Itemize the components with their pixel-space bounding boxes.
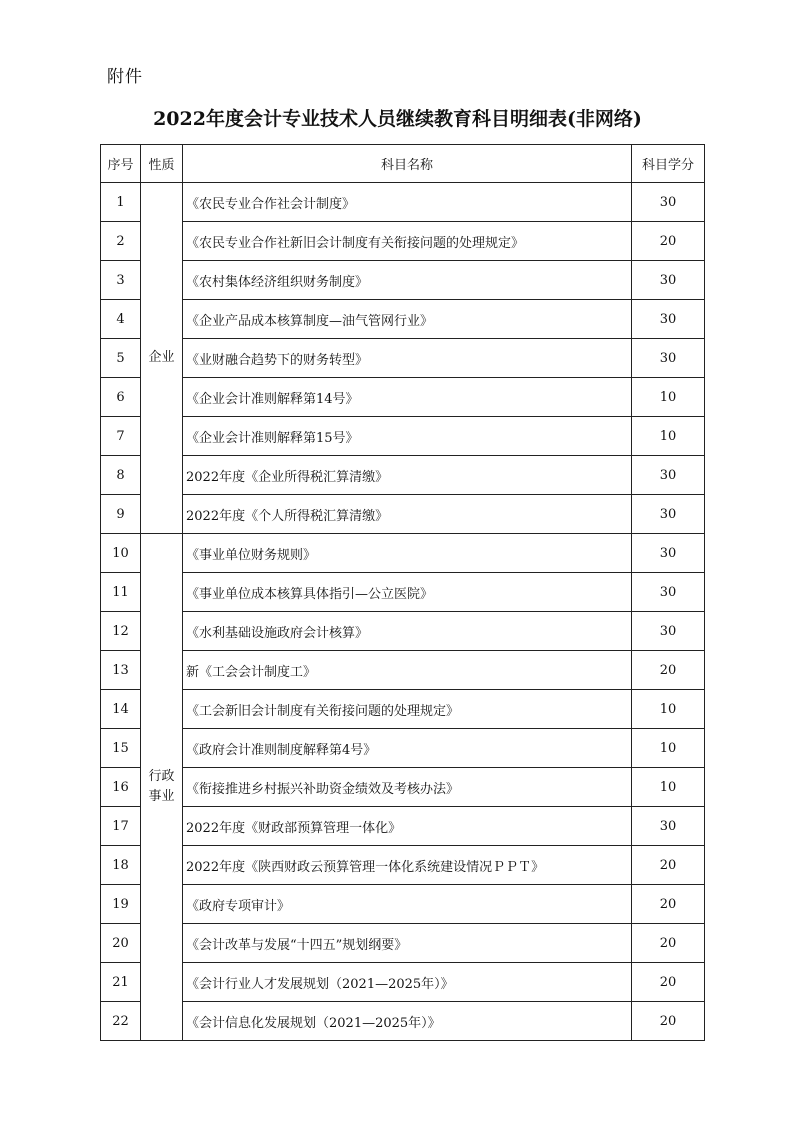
course-credit: 10 bbox=[632, 417, 705, 456]
row-number: 10 bbox=[101, 534, 141, 573]
row-number: 20 bbox=[101, 924, 141, 963]
course-credit: 20 bbox=[632, 1002, 705, 1041]
group-admin bbox=[141, 534, 183, 1041]
group-admin-label-line2: 事业 bbox=[148, 789, 175, 804]
course-credit: 30 bbox=[632, 534, 705, 573]
group-enterprise bbox=[141, 183, 183, 534]
course-name: 《政府会计准则制度解释第4号》 bbox=[183, 729, 632, 768]
row-number: 7 bbox=[101, 417, 141, 456]
table-row bbox=[101, 651, 705, 690]
course-name: 《会计行业人才发展规划（2021—2025年）》 bbox=[183, 963, 632, 1002]
course-credit: 30 bbox=[632, 261, 705, 300]
course-credit: 20 bbox=[632, 885, 705, 924]
course-credit: 10 bbox=[632, 378, 705, 417]
course-credit: 30 bbox=[632, 339, 705, 378]
row-number: 15 bbox=[101, 729, 141, 768]
course-name: 《会计改革与发展“十四五”规划纲要》 bbox=[183, 924, 632, 963]
course-name: 《事业单位成本核算具体指引—公立医院》 bbox=[183, 573, 632, 612]
course-credit: 10 bbox=[632, 690, 705, 729]
row-number: 3 bbox=[101, 261, 141, 300]
table-row bbox=[101, 417, 705, 456]
table-row bbox=[101, 456, 705, 495]
course-name: 《企业会计准则解释第14号》 bbox=[183, 378, 632, 417]
course-credit: 30 bbox=[632, 573, 705, 612]
column-header-type: 性质 bbox=[141, 145, 183, 183]
course-name: 《事业单位财务规则》 bbox=[183, 534, 632, 573]
row-number: 19 bbox=[101, 885, 141, 924]
course-credit: 10 bbox=[632, 729, 705, 768]
course-name: 新《工会会计制度工》 bbox=[183, 651, 632, 690]
column-header-no: 序号 bbox=[101, 145, 141, 183]
course-credit: 30 bbox=[632, 183, 705, 222]
course-credit: 20 bbox=[632, 924, 705, 963]
table-row bbox=[101, 300, 705, 339]
table-row bbox=[101, 573, 705, 612]
course-name: 《企业会计准则解释第15号》 bbox=[183, 417, 632, 456]
row-number: 22 bbox=[101, 1002, 141, 1041]
course-credit: 30 bbox=[632, 612, 705, 651]
course-name: 《工会新旧会计制度有关衔接问题的处理规定》 bbox=[183, 690, 632, 729]
table-row bbox=[101, 924, 705, 963]
table-row bbox=[101, 690, 705, 729]
attachment-label: 附件 bbox=[107, 67, 143, 87]
table-row bbox=[101, 183, 705, 222]
course-name: 2022年度《企业所得税汇算清缴》 bbox=[183, 456, 632, 495]
table-row bbox=[101, 495, 705, 534]
table-row bbox=[101, 534, 705, 573]
course-name: 《农民专业合作社新旧会计制度有关衔接问题的处理规定》 bbox=[183, 222, 632, 261]
column-header-credit: 科目学分 bbox=[632, 145, 705, 183]
table-row bbox=[101, 768, 705, 807]
course-table bbox=[100, 144, 705, 1041]
group-enterprise-label: 企业 bbox=[148, 350, 175, 365]
table-row bbox=[101, 1002, 705, 1041]
course-name: 《企业产品成本核算制度—油气管网行业》 bbox=[183, 300, 632, 339]
row-number: 2 bbox=[101, 222, 141, 261]
table-row bbox=[101, 339, 705, 378]
row-number: 9 bbox=[101, 495, 141, 534]
row-number: 5 bbox=[101, 339, 141, 378]
course-name: 《衔接推进乡村振兴补助资金绩效及考核办法》 bbox=[183, 768, 632, 807]
course-credit: 20 bbox=[632, 222, 705, 261]
table-row bbox=[101, 612, 705, 651]
row-number: 18 bbox=[101, 846, 141, 885]
table-row bbox=[101, 222, 705, 261]
course-credit: 30 bbox=[632, 807, 705, 846]
row-number: 16 bbox=[101, 768, 141, 807]
course-name: 《会计信息化发展规划（2021—2025年）》 bbox=[183, 1002, 632, 1041]
course-credit: 30 bbox=[632, 495, 705, 534]
course-credit: 30 bbox=[632, 300, 705, 339]
course-name: 《业财融合趋势下的财务转型》 bbox=[183, 339, 632, 378]
table-row bbox=[101, 963, 705, 1002]
course-credit: 20 bbox=[632, 651, 705, 690]
course-credit: 30 bbox=[632, 456, 705, 495]
group-admin-label-line1: 行政 bbox=[148, 769, 175, 784]
row-number: 17 bbox=[101, 807, 141, 846]
course-name: 2022年度《财政部预算管理一体化》 bbox=[183, 807, 632, 846]
row-number: 6 bbox=[101, 378, 141, 417]
course-name: 《水利基础设施政府会计核算》 bbox=[183, 612, 632, 651]
course-name: 2022年度《个人所得税汇算清缴》 bbox=[183, 495, 632, 534]
row-number: 12 bbox=[101, 612, 141, 651]
row-number: 21 bbox=[101, 963, 141, 1002]
row-number: 8 bbox=[101, 456, 141, 495]
table-row bbox=[101, 261, 705, 300]
row-number: 11 bbox=[101, 573, 141, 612]
row-number: 13 bbox=[101, 651, 141, 690]
course-name: 《农民专业合作社会计制度》 bbox=[183, 183, 632, 222]
course-credit: 10 bbox=[632, 768, 705, 807]
table-row bbox=[101, 378, 705, 417]
row-number: 1 bbox=[101, 183, 141, 222]
course-credit: 20 bbox=[632, 963, 705, 1002]
page-title: 2022年度会计专业技术人员继续教育科目明细表(非网络) bbox=[153, 108, 642, 130]
course-name: 2022年度《陕西财政云预算管理一体化系统建设情况ＰＰＴ》 bbox=[183, 846, 632, 885]
table-header-row bbox=[101, 145, 705, 183]
table-row bbox=[101, 885, 705, 924]
table-row bbox=[101, 846, 705, 885]
course-name: 《政府专项审计》 bbox=[183, 885, 632, 924]
table-row bbox=[101, 807, 705, 846]
table-row bbox=[101, 729, 705, 768]
column-header-name: 科目名称 bbox=[183, 145, 632, 183]
row-number: 4 bbox=[101, 300, 141, 339]
course-name: 《农村集体经济组织财务制度》 bbox=[183, 261, 632, 300]
row-number: 14 bbox=[101, 690, 141, 729]
course-credit: 20 bbox=[632, 846, 705, 885]
